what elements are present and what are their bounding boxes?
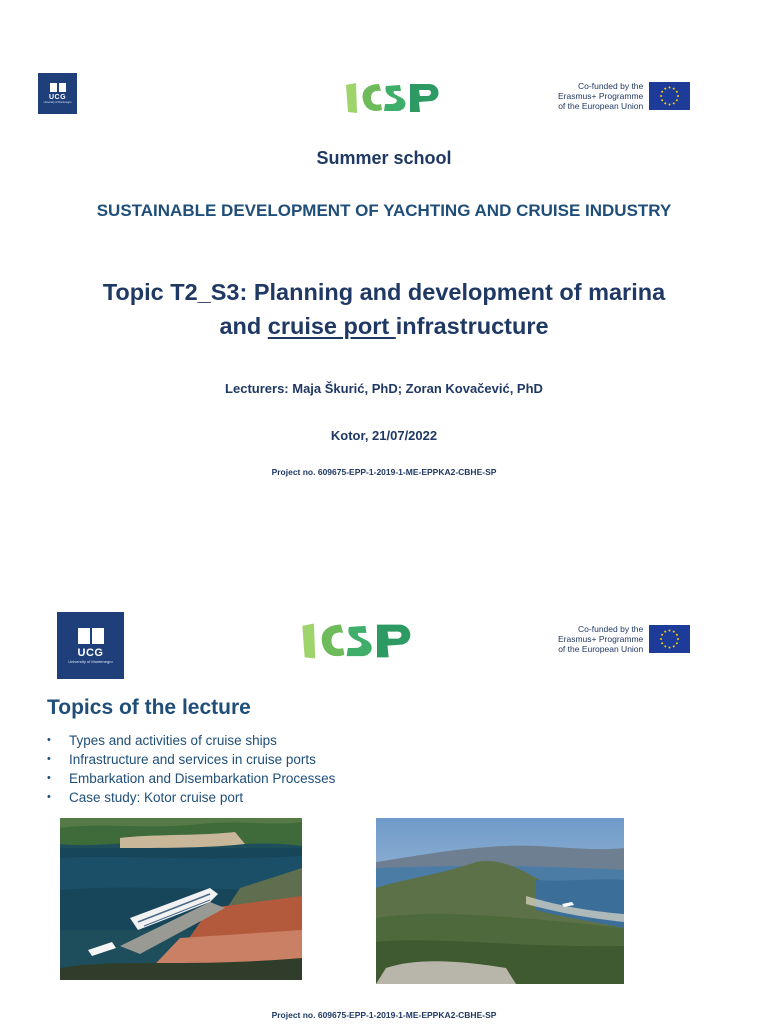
topics-slide — [0, 590, 768, 1024]
project-number: Project no. 609675-EPP-1-2019-1-ME-EPPKA2-CBHE-SP — [271, 1010, 497, 1020]
topic-line-2-pre: and — [219, 313, 268, 339]
eu-star-icon — [676, 99, 678, 101]
bay-of-kotor-photo — [376, 818, 624, 984]
icsp-logo — [344, 80, 452, 116]
eu-cofunding-text — [558, 624, 643, 654]
topic-line-1: Topic T2_S3: Planning and development of marina — [102, 279, 666, 305]
bullet-icon: • — [47, 772, 51, 784]
eu-star-icon — [673, 102, 675, 104]
eu-star-icon — [660, 95, 662, 97]
icsp-logo — [300, 620, 426, 662]
eu-line-3: of the European Union — [558, 101, 644, 111]
ucg-logo-abbr: UCG — [48, 94, 67, 101]
summer-school-subtitle: Summer school — [316, 148, 452, 168]
book-icon — [50, 83, 66, 92]
eu-line-1: Co-funded by the — [578, 81, 644, 91]
eu-cofunding-block — [558, 81, 690, 111]
eu-star-icon — [676, 91, 678, 93]
topics-list — [47, 731, 335, 807]
topic-line-2 — [0, 309, 768, 343]
eu-star-icon — [661, 634, 663, 636]
ucg-logo-sub: University of Montenegro — [68, 658, 113, 664]
ucg-logo — [38, 73, 77, 114]
eu-star-icon — [677, 95, 679, 97]
eu-star-icon — [661, 642, 663, 644]
eu-line-1: Co-funded by the — [578, 624, 644, 634]
topic-line-2-post: infrastructure — [395, 313, 549, 339]
eu-star-icon — [673, 88, 675, 90]
eu-line-2: Erasmus+ Programme — [558, 634, 644, 644]
eu-star-icon — [676, 642, 678, 644]
ucg-logo — [57, 612, 124, 679]
eu-star-icon — [661, 91, 663, 93]
topics-heading: Topics of the lecture — [47, 696, 251, 719]
list-item-text: Infrastructure and services in cruise ports — [69, 752, 316, 767]
location-date: Kotor, 21/07/2022 — [330, 428, 438, 443]
eu-star-icon — [669, 104, 671, 106]
course-title: SUSTAINABLE DEVELOPMENT OF YACHTING AND CRUISE INDUSTRY — [96, 201, 672, 220]
kotor-harbor-photo — [60, 818, 302, 980]
eu-star-icon — [660, 638, 662, 640]
eu-flag-icon — [649, 625, 690, 653]
eu-star-icon — [673, 645, 675, 647]
list-item — [47, 750, 335, 769]
bullet-icon: • — [47, 791, 51, 803]
list-item — [47, 788, 335, 807]
eu-star-icon — [661, 99, 663, 101]
list-item-text: Case study: Kotor cruise port — [69, 790, 244, 805]
ucg-logo-abbr: UCG — [77, 646, 104, 659]
list-item — [47, 731, 335, 750]
eu-star-icon — [665, 88, 667, 90]
eu-star-icon — [669, 647, 671, 649]
eu-flag-icon — [649, 82, 690, 110]
eu-star-icon — [669, 630, 671, 632]
eu-star-icon — [676, 634, 678, 636]
eu-line-2: Erasmus+ Programme — [558, 91, 644, 101]
list-item-text: Types and activities of cruise ships — [69, 733, 277, 748]
bullet-icon: • — [47, 753, 51, 765]
list-item-text: Embarkation and Disembarkation Processes — [69, 771, 336, 786]
eu-line-3: of the European Union — [558, 644, 644, 654]
eu-star-icon — [665, 631, 667, 633]
topic-underlined-phrase: cruise port — [267, 313, 396, 339]
lecturers-line: Lecturers: Maja Škurić, PhD; Zoran Kovačević, PhD — [225, 381, 543, 396]
eu-star-icon — [677, 638, 679, 640]
eu-star-icon — [665, 645, 667, 647]
bullet-icon: • — [47, 734, 51, 746]
eu-cofunding-block — [558, 624, 690, 654]
topic-title — [0, 275, 768, 343]
ucg-logo-sub: University of Montenegro — [43, 101, 72, 104]
eu-star-icon — [669, 87, 671, 89]
eu-star-icon — [673, 631, 675, 633]
eu-cofunding-text — [558, 81, 643, 111]
list-item — [47, 769, 335, 788]
book-icon — [78, 628, 104, 644]
eu-star-icon — [665, 102, 667, 104]
project-number: Project no. 609675-EPP-1-2019-1-ME-EPPKA2-CBHE-SP — [271, 467, 497, 477]
